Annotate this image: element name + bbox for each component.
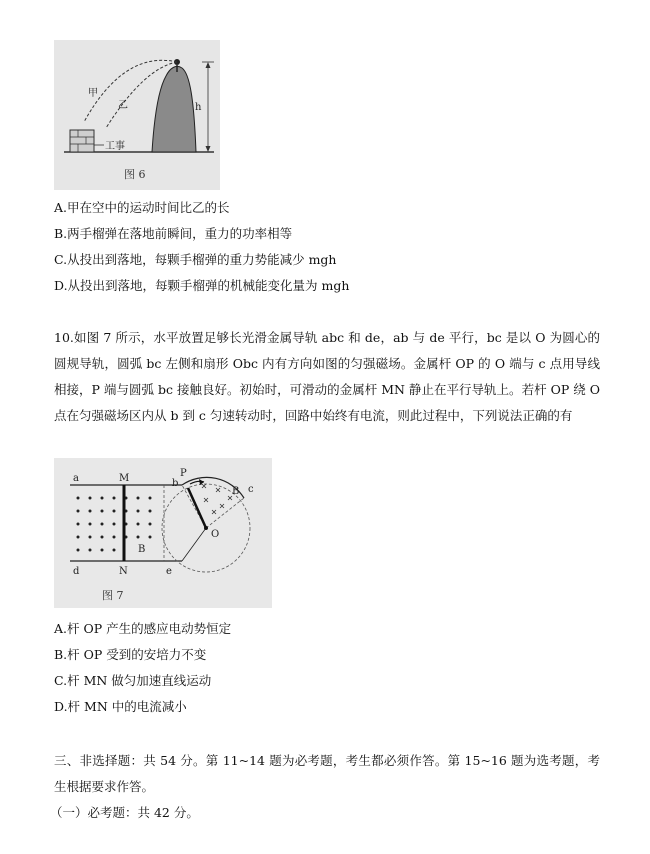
hill-shape (152, 66, 196, 152)
q9-option-a: A.甲在空中的运动时间比乙的长 (54, 200, 230, 215)
label-b2: B (232, 486, 240, 497)
q10-option-a: A.杆 OP 产生的感应电动势恒定 (54, 621, 232, 636)
q10-stem: 10.如图 7 所示，水平放置足够长光滑金属导轨 abc 和 de，ab 与 de 平行，bc 是以 O 为圆心的圆规导轨，圆弧 bc 左侧和扇形 Obc 内有方向如图的匀强磁场。金属杆 OP 的 O 端与 c 点用导线相接，P 端与圆弧 bc 接触良好。初始时，可滑动的金属杆 MN 静止在平行导轨上。若杆 OP 绕 O 点在匀强磁场区内从 b 到 c 匀速转动时，回路中始终有电流，则此过程中，下列说法正确的有 (54, 330, 600, 423)
figure-7-caption: 图 7 (102, 589, 124, 602)
label-p: P (180, 468, 187, 479)
figure-7 (54, 458, 272, 608)
q9-option-b: B.两手榴弹在落地前瞬间，重力的功率相等 (54, 226, 293, 241)
q10-option-b: B.杆 OP 受到的安培力不变 (54, 647, 207, 662)
label-yi: 乙 (118, 100, 128, 111)
figure-6-caption: 图 6 (124, 168, 146, 181)
section3-sub: （一）必考题：共 42 分。 (50, 805, 199, 820)
label-m: M (119, 473, 130, 484)
q10-option-c: C.杆 MN 做匀加速直线运动 (54, 673, 212, 688)
label-e: e (166, 566, 172, 577)
label-o: O (211, 529, 220, 540)
magnetic-field-crosses (202, 484, 232, 514)
label-a: a (73, 473, 79, 484)
rod-op (188, 488, 206, 528)
label-b: b (172, 478, 179, 489)
bunker-icon (70, 130, 94, 152)
q10-option-d: D.杆 MN 中的电流减小 (54, 699, 187, 714)
label-jia: 甲 (88, 88, 98, 99)
q9-option-d: D.从投出到落地，每颗手榴弹的机械能变化量为 mgh (54, 278, 350, 293)
label-c: c (248, 484, 254, 495)
label-b1: B (138, 544, 146, 555)
label-h: h (195, 102, 202, 113)
figure-6 (54, 40, 220, 190)
label-n: N (119, 566, 128, 577)
label-gongshi: 工事 (105, 141, 125, 152)
section3-heading: 三、非选择题：共 54 分。第 11~14 题为必考题，考生都必须作答。第 15~16 题为选考题，考生根据要求作答。 (54, 753, 600, 794)
label-d: d (73, 566, 80, 577)
q9-option-c: C.从投出到落地，每颗手榴弹的重力势能减少 mgh (54, 252, 337, 267)
